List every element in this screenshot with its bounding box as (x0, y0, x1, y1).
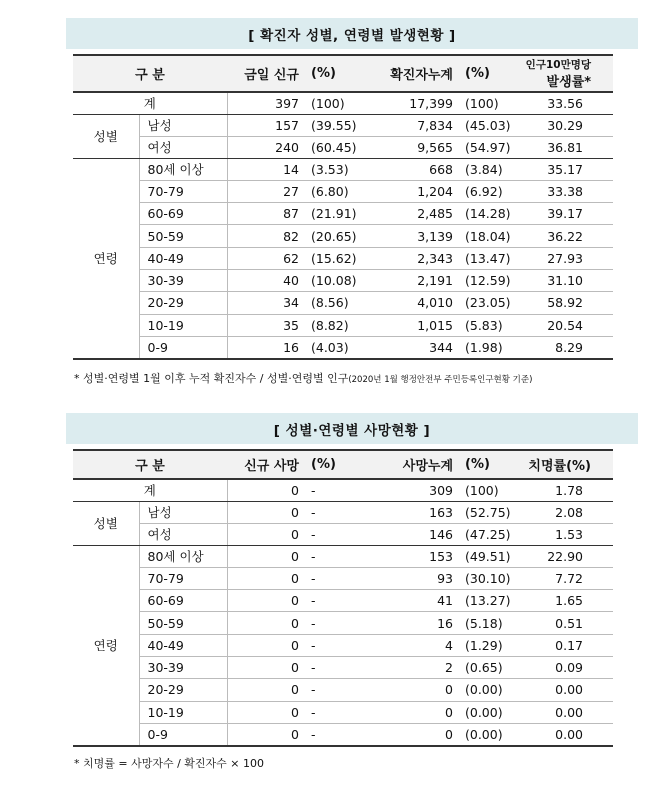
deaths-header-row (73, 450, 613, 479)
cum-count: 0 (365, 679, 459, 701)
row-label: 70-79 (139, 180, 227, 202)
cases-title: [ 확진자 성별, 연령별 발생현황 ] (248, 27, 456, 44)
cum-pct: (5.83) (459, 314, 521, 336)
cum-pct: (0.00) (459, 723, 521, 745)
table-row (73, 292, 613, 314)
rate: 22.90 (521, 545, 613, 567)
cum-pct: (13.27) (459, 590, 521, 612)
table-row (73, 612, 613, 634)
rate: 20.54 (521, 314, 613, 336)
cases-table (73, 54, 613, 360)
new-pct: (4.03) (305, 336, 365, 358)
cases-header-cum-pct: (%) (459, 55, 521, 92)
new-count: 87 (227, 203, 305, 225)
cum-pct: (3.84) (459, 158, 521, 180)
deaths-title-bar (66, 413, 638, 444)
new-pct: - (305, 523, 365, 545)
cum-count: 668 (365, 158, 459, 180)
new-pct: - (305, 634, 365, 656)
row-label: 40-49 (139, 247, 227, 269)
cum-pct: (12.59) (459, 269, 521, 291)
cum-pct: (1.29) (459, 634, 521, 656)
cum-count: 16 (365, 612, 459, 634)
rate: 36.81 (521, 136, 613, 158)
row-label: 60-69 (139, 590, 227, 612)
new-pct: (39.55) (305, 114, 365, 136)
table-row (73, 679, 613, 701)
new-pct: - (305, 501, 365, 523)
table-row (73, 701, 613, 723)
rate: 0.51 (521, 612, 613, 634)
rate: 0.09 (521, 656, 613, 678)
cases-header-rate-top: 인구10만명당 (525, 58, 591, 71)
row-label: 남성 (139, 114, 227, 136)
cum-pct: (18.04) (459, 225, 521, 247)
new-count: 0 (227, 723, 305, 745)
deaths-header-rate: 치명률(%) (521, 450, 613, 479)
deaths-title: [ 성별·연령별 사망현황 ] (273, 422, 431, 439)
sex-group-label: 성별 (73, 501, 139, 545)
rate: 30.29 (521, 114, 613, 136)
row-label: 20-29 (139, 679, 227, 701)
new-pct: - (305, 701, 365, 723)
rate: 33.56 (521, 92, 613, 114)
cum-count: 7,834 (365, 114, 459, 136)
rate: 7.72 (521, 567, 613, 589)
new-pct: - (305, 679, 365, 701)
table-row (73, 203, 613, 225)
table-row (73, 590, 613, 612)
deaths-footnote-text: * 치명률 = 사망자수 / 확진자수 × 100 (74, 757, 264, 770)
deaths-header-cum-pct: (%) (459, 450, 521, 479)
table-row (73, 180, 613, 202)
new-count: 0 (227, 501, 305, 523)
cases-header-category: 구 분 (73, 55, 227, 92)
cum-count: 41 (365, 590, 459, 612)
cases-footnote-source: (2020년 1월 행정안전부 주민등록인구현황 기준) (348, 375, 533, 385)
deaths-header-cumulative: 사망누계 (365, 450, 459, 479)
cases-total-row (73, 92, 613, 114)
row-label: 0-9 (139, 336, 227, 358)
deaths-header-new: 신규 사망 (227, 450, 305, 479)
new-count: 62 (227, 247, 305, 269)
cases-title-bar (66, 18, 638, 49)
cum-pct: (0.65) (459, 656, 521, 678)
cum-count: 0 (365, 723, 459, 745)
row-label: 50-59 (139, 225, 227, 247)
deaths-header-new-pct: (%) (305, 450, 365, 479)
new-pct: (100) (305, 92, 365, 114)
row-label: 50-59 (139, 612, 227, 634)
row-label: 여성 (139, 136, 227, 158)
deaths-total-row (73, 479, 613, 501)
cum-count: 1,204 (365, 180, 459, 202)
row-label: 10-19 (139, 701, 227, 723)
new-pct: - (305, 612, 365, 634)
new-count: 0 (227, 612, 305, 634)
deaths-header-category: 구 분 (73, 450, 227, 479)
row-label: 계 (73, 92, 227, 114)
age-group-label: 연령 (73, 158, 139, 359)
row-label: 80세 이상 (139, 545, 227, 567)
table-row (73, 501, 613, 523)
rate: 1.78 (521, 479, 613, 501)
rate: 27.93 (521, 247, 613, 269)
cum-pct: (49.51) (459, 545, 521, 567)
cum-pct: (23.05) (459, 292, 521, 314)
new-pct: (3.53) (305, 158, 365, 180)
cum-pct: (45.03) (459, 114, 521, 136)
new-pct: (60.45) (305, 136, 365, 158)
new-pct: (6.80) (305, 180, 365, 202)
new-count: 0 (227, 545, 305, 567)
cum-count: 3,139 (365, 225, 459, 247)
cum-count: 93 (365, 567, 459, 589)
table-row (73, 523, 613, 545)
row-label: 10-19 (139, 314, 227, 336)
age-group-label: 연령 (73, 545, 139, 746)
rate: 2.08 (521, 501, 613, 523)
table-row (73, 158, 613, 180)
new-pct: (15.62) (305, 247, 365, 269)
new-count: 0 (227, 523, 305, 545)
cum-pct: (52.75) (459, 501, 521, 523)
cases-header-rate-bottom: 발생률* (546, 74, 591, 90)
new-count: 0 (227, 679, 305, 701)
rate: 1.53 (521, 523, 613, 545)
cum-pct: (0.00) (459, 679, 521, 701)
cases-footnote-main: * 성별·연령별 1월 이후 누적 확진자수 / 성별·연령별 인구 (74, 372, 349, 385)
row-label: 여성 (139, 523, 227, 545)
row-label: 70-79 (139, 567, 227, 589)
row-label: 30-39 (139, 656, 227, 678)
new-count: 34 (227, 292, 305, 314)
new-pct: (8.56) (305, 292, 365, 314)
cum-count: 0 (365, 701, 459, 723)
table-row (73, 247, 613, 269)
new-pct: - (305, 723, 365, 745)
cum-count: 4 (365, 634, 459, 656)
cum-count: 9,565 (365, 136, 459, 158)
table-row (73, 314, 613, 336)
rate: 0.00 (521, 679, 613, 701)
row-label: 계 (73, 479, 227, 501)
rate: 35.17 (521, 158, 613, 180)
rate: 0.17 (521, 634, 613, 656)
cases-header-row (73, 55, 613, 92)
cum-pct: (100) (459, 92, 521, 114)
new-pct: - (305, 590, 365, 612)
cum-count: 2,343 (365, 247, 459, 269)
new-pct: - (305, 567, 365, 589)
new-count: 0 (227, 634, 305, 656)
rate: 58.92 (521, 292, 613, 314)
new-pct: (8.82) (305, 314, 365, 336)
new-count: 0 (227, 590, 305, 612)
table-row (73, 336, 613, 358)
new-count: 397 (227, 92, 305, 114)
cases-header-new: 금일 신규 (227, 55, 305, 92)
new-pct: (20.65) (305, 225, 365, 247)
new-pct: - (305, 656, 365, 678)
new-count: 0 (227, 479, 305, 501)
cum-count: 1,015 (365, 314, 459, 336)
cum-count: 344 (365, 336, 459, 358)
cum-pct: (30.10) (459, 567, 521, 589)
cum-count: 2,191 (365, 269, 459, 291)
cum-pct: (0.00) (459, 701, 521, 723)
new-pct: (10.08) (305, 269, 365, 291)
cum-pct: (14.28) (459, 203, 521, 225)
row-label: 20-29 (139, 292, 227, 314)
table-row (73, 269, 613, 291)
cum-pct: (1.98) (459, 336, 521, 358)
table-row (73, 567, 613, 589)
new-count: 157 (227, 114, 305, 136)
new-pct: - (305, 545, 365, 567)
cum-pct: (100) (459, 479, 521, 501)
rate: 0.00 (521, 723, 613, 745)
deaths-footnote (74, 755, 264, 771)
table-row (73, 136, 613, 158)
cum-count: 17,399 (365, 92, 459, 114)
cum-count: 2 (365, 656, 459, 678)
cum-pct: (5.18) (459, 612, 521, 634)
row-label: 80세 이상 (139, 158, 227, 180)
rate: 8.29 (521, 336, 613, 358)
sex-group-label: 성별 (73, 114, 139, 158)
cases-header-rate (521, 55, 613, 92)
new-count: 40 (227, 269, 305, 291)
rate: 0.00 (521, 701, 613, 723)
rate: 39.17 (521, 203, 613, 225)
cum-pct: (6.92) (459, 180, 521, 202)
cum-pct: (47.25) (459, 523, 521, 545)
new-pct: - (305, 479, 365, 501)
row-label: 남성 (139, 501, 227, 523)
table-row (73, 225, 613, 247)
new-count: 27 (227, 180, 305, 202)
new-pct: (21.91) (305, 203, 365, 225)
row-label: 40-49 (139, 634, 227, 656)
new-count: 82 (227, 225, 305, 247)
new-count: 14 (227, 158, 305, 180)
cum-count: 163 (365, 501, 459, 523)
new-count: 16 (227, 336, 305, 358)
cases-header-new-pct: (%) (305, 55, 365, 92)
deaths-table (73, 449, 613, 747)
table-row (73, 545, 613, 567)
cum-count: 4,010 (365, 292, 459, 314)
cum-count: 309 (365, 479, 459, 501)
rate: 36.22 (521, 225, 613, 247)
cum-pct: (13.47) (459, 247, 521, 269)
cases-header-cumulative: 확진자누계 (365, 55, 459, 92)
cases-footnote (74, 370, 532, 386)
new-count: 35 (227, 314, 305, 336)
new-count: 240 (227, 136, 305, 158)
row-label: 60-69 (139, 203, 227, 225)
rate: 31.10 (521, 269, 613, 291)
rate: 1.65 (521, 590, 613, 612)
new-count: 0 (227, 701, 305, 723)
new-count: 0 (227, 656, 305, 678)
cum-count: 146 (365, 523, 459, 545)
rate: 33.38 (521, 180, 613, 202)
cum-count: 153 (365, 545, 459, 567)
row-label: 0-9 (139, 723, 227, 745)
table-row (73, 634, 613, 656)
table-row (73, 723, 613, 745)
cum-count: 2,485 (365, 203, 459, 225)
table-row (73, 656, 613, 678)
new-count: 0 (227, 567, 305, 589)
table-row (73, 114, 613, 136)
row-label: 30-39 (139, 269, 227, 291)
cum-pct: (54.97) (459, 136, 521, 158)
